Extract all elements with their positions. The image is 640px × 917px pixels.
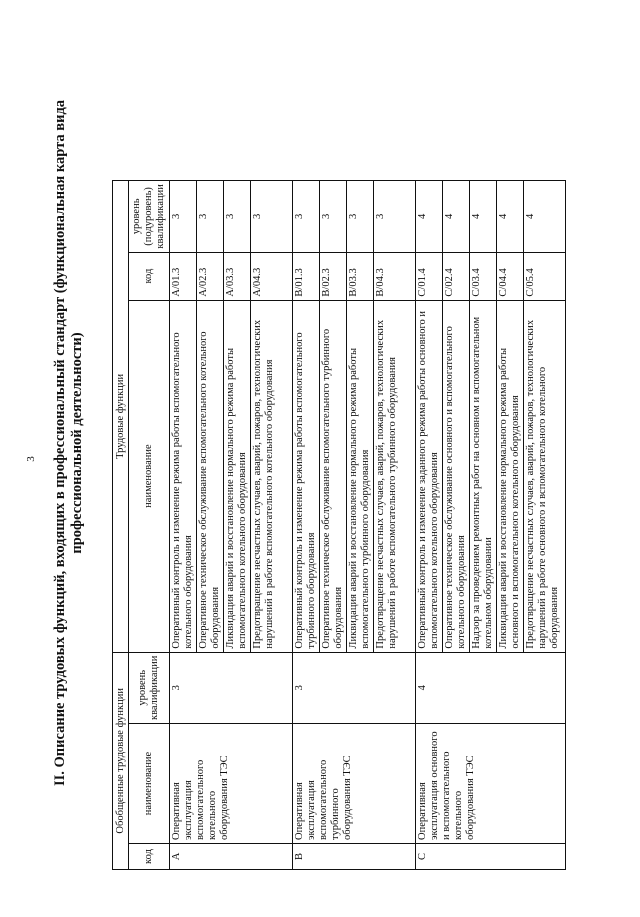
function-level: 4 bbox=[524, 181, 566, 252]
function-code: B/01.3 bbox=[293, 252, 320, 300]
function-code: C/02.4 bbox=[443, 252, 470, 300]
header-level: уровень квалификации bbox=[129, 652, 170, 723]
function-name: Надзор за проведением ремонтных работ на основном и вспомогательном котельном оборудовании bbox=[470, 300, 497, 652]
function-name: Ликвидация аварий и восстановление нормального режима работы основного и вспомогательного котельного оборудования bbox=[497, 300, 524, 652]
group-code: C bbox=[416, 844, 566, 870]
function-level: 4 bbox=[497, 181, 524, 252]
function-level: 4 bbox=[470, 181, 497, 252]
header-name: наименование bbox=[129, 724, 170, 844]
group-code: A bbox=[170, 844, 293, 870]
header-labor-functions: Трудовые функции bbox=[113, 181, 129, 652]
group-name: Оперативная эксплуатация вспомогательного турбинного оборудования ТЭС bbox=[293, 724, 416, 844]
table-row bbox=[416, 181, 443, 870]
function-name: Оперативное техническое обслуживание основного и вспомогательного котельного оборудования bbox=[443, 300, 470, 652]
function-code: C/03.4 bbox=[470, 252, 497, 300]
function-code: A/03.3 bbox=[224, 252, 251, 300]
function-code: C/05.4 bbox=[524, 252, 566, 300]
function-level: 3 bbox=[293, 181, 320, 252]
function-code: C/04.4 bbox=[497, 252, 524, 300]
header-generalized-functions: Обобщенные трудовые функции bbox=[113, 652, 129, 869]
function-code: B/02.3 bbox=[320, 252, 347, 300]
function-code: A/04.3 bbox=[251, 252, 293, 300]
header-code: код bbox=[129, 844, 170, 870]
function-code: C/01.4 bbox=[416, 252, 443, 300]
function-level: 4 bbox=[416, 181, 443, 252]
function-name: Оперативное техническое обслуживание вспомогательного котельного оборудования bbox=[197, 300, 224, 652]
function-level: 4 bbox=[443, 181, 470, 252]
group-name: Оперативная эксплуатация вспомогательного котельного оборудования ТЭС bbox=[170, 724, 293, 844]
function-level: 3 bbox=[347, 181, 374, 252]
header-function-name: наименование bbox=[129, 300, 170, 652]
function-name: Ликвидация аварий и восстановление нормального режима работы вспомогательного котельного оборудования bbox=[224, 300, 251, 652]
function-level: 3 bbox=[197, 181, 224, 252]
page-number: 3 bbox=[25, 456, 37, 462]
function-name: Предотвращение несчастных случаев, аварий, пожаров, технологических нарушений в работе вспомогательного турбинного оборудования bbox=[374, 300, 416, 652]
header-function-sublevel: уровень (подуровень) квалификации bbox=[129, 181, 170, 252]
group-level: 4 bbox=[416, 652, 566, 723]
function-name: Оперативный контроль и изменение режима работы вспомогательного турбинного оборудования bbox=[293, 300, 320, 652]
table-row bbox=[170, 181, 197, 870]
group-level: 3 bbox=[170, 652, 293, 723]
function-level: 3 bbox=[224, 181, 251, 252]
header-function-code: код bbox=[129, 252, 170, 300]
function-level: 3 bbox=[374, 181, 416, 252]
group-name: Оперативная эксплуатация основного и вспомогательного котельного оборудования ТЭС bbox=[416, 724, 566, 844]
function-name: Ликвидация аварий и восстановление нормального режима работы вспомогательного турбинного оборудования bbox=[347, 300, 374, 652]
function-level: 3 bbox=[320, 181, 347, 252]
table-row bbox=[293, 181, 320, 870]
function-name: Предотвращение несчастных случаев, аварий, пожаров, технологических нарушений в работе основного и вспомогательного котельного оборудования bbox=[524, 300, 566, 652]
function-code: B/03.3 bbox=[347, 252, 374, 300]
functions-table bbox=[112, 180, 566, 870]
function-level: 3 bbox=[251, 181, 293, 252]
page-title: II. Описание трудовых функций, входящих в профессиональный стандарт (функциональная карта вида профессиональной деятельности) bbox=[52, 99, 85, 787]
group-level: 3 bbox=[293, 652, 416, 723]
table-body bbox=[170, 181, 566, 870]
function-code: B/04.3 bbox=[374, 252, 416, 300]
function-name: Предотвращение несчастных случаев, аварий, пожаров, технологических нарушений в работе вспомогательного котельного оборудования bbox=[251, 300, 293, 652]
function-name: Оперативный контроль и изменение режима работы вспомогательного котельного оборудования bbox=[170, 300, 197, 652]
group-code: B bbox=[293, 844, 416, 870]
function-code: A/02.3 bbox=[197, 252, 224, 300]
function-name: Оперативное техническое обслуживание вспомогательного турбинного оборудования bbox=[320, 300, 347, 652]
function-level: 3 bbox=[170, 181, 197, 252]
function-code: A/01.3 bbox=[170, 252, 197, 300]
function-name: Оперативный контроль и изменение заданного режима работы основного и вспомогательного котельного оборудования bbox=[416, 300, 443, 652]
